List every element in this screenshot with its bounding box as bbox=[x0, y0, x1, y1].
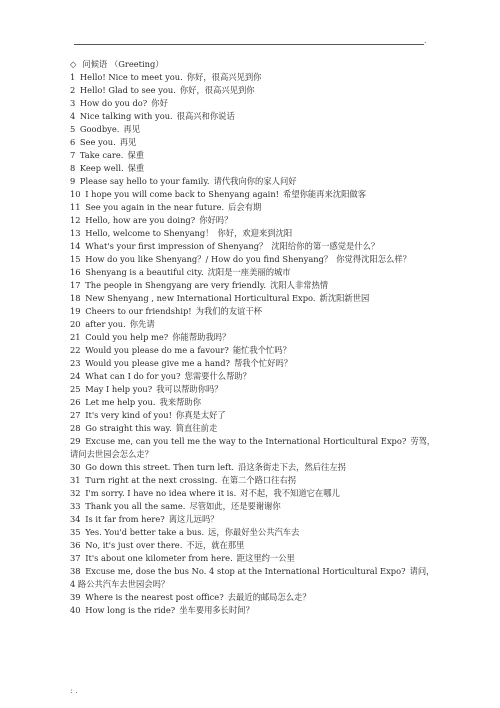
diamond-icon: ◇ bbox=[70, 59, 77, 69]
phrase-english: Excuse me, can you tell me the way to the International Horticultural Expo? bbox=[85, 436, 407, 446]
phrase-number: 19 bbox=[70, 306, 81, 316]
phrase-number: 33 bbox=[70, 501, 81, 511]
phrase-line bbox=[70, 240, 440, 253]
phrase-chinese: 再见 bbox=[119, 137, 137, 147]
phrase-line bbox=[70, 591, 440, 604]
phrase-chinese: 你真是太好了 bbox=[175, 410, 226, 420]
phrase-number: 4 bbox=[70, 111, 76, 121]
phrase-english: Cheers to our friendship! bbox=[85, 306, 192, 316]
phrase-number: 25 bbox=[70, 384, 81, 394]
heading-en: （Greeting） bbox=[109, 59, 164, 69]
phrase-number: 3 bbox=[70, 98, 76, 108]
phrase-english: It's about one kilometer from here. bbox=[85, 553, 233, 563]
phrase-line bbox=[70, 201, 440, 214]
phrase-english: Shenyang is a beautiful city. bbox=[85, 267, 204, 277]
phrase-number: 5 bbox=[70, 124, 76, 134]
phrase-line bbox=[70, 487, 440, 500]
phrase-line bbox=[70, 396, 440, 409]
phrase-line bbox=[70, 513, 440, 526]
phrase-line bbox=[70, 188, 440, 201]
phrase-english: New Shenyang , new International Horticultural Expo. bbox=[85, 293, 316, 303]
phrase-chinese: 后会有期 bbox=[228, 202, 262, 212]
phrase-line bbox=[70, 435, 440, 461]
phrase-number: 29 bbox=[70, 436, 81, 446]
phrase-line bbox=[70, 383, 440, 396]
phrase-number: 31 bbox=[70, 475, 81, 485]
phrase-chinese: 去最近的邮局怎么走？ bbox=[227, 592, 311, 602]
phrase-number: 15 bbox=[70, 254, 81, 264]
phrase-english: Keep well. bbox=[79, 163, 124, 173]
phrase-english: See you again in the near future. bbox=[85, 202, 225, 212]
phrase-english: What's your first impression of Shenyang？ bbox=[85, 241, 268, 251]
phrase-chinese: 我来帮助你 bbox=[159, 397, 202, 407]
phrase-chinese: 在第二个路口往右拐 bbox=[221, 475, 297, 485]
phrase-chinese: 保重 bbox=[127, 163, 145, 173]
phrase-english: Yes. You'd better take a bus. bbox=[85, 527, 205, 537]
phrase-line bbox=[70, 279, 440, 292]
phrase-english: Turn right at the next crossing. bbox=[85, 475, 218, 485]
phrase-english: after you. bbox=[85, 319, 126, 329]
phrase-line bbox=[70, 526, 440, 539]
phrase-english: How long is the ride? bbox=[85, 605, 176, 615]
phrase-english: How do you do? bbox=[79, 98, 148, 108]
phrase-english: Go straight this way. bbox=[85, 423, 172, 433]
phrase-chinese: 你好吗？ bbox=[199, 215, 233, 225]
phrase-number: 20 bbox=[70, 319, 81, 329]
phrase-number: 6 bbox=[70, 137, 76, 147]
phrase-number: 10 bbox=[70, 189, 81, 199]
phrase-line bbox=[70, 71, 440, 84]
phrase-number: 2 bbox=[70, 85, 76, 95]
phrase-line bbox=[70, 136, 440, 149]
phrase-line bbox=[70, 331, 440, 344]
phrase-english: What can I do for you? bbox=[85, 371, 181, 381]
phrase-number: 1 bbox=[70, 72, 76, 82]
phrase-line bbox=[70, 149, 440, 162]
phrase-number: 14 bbox=[70, 241, 81, 251]
phrase-chinese: 尽管如此，还是要谢谢你 bbox=[189, 501, 281, 511]
phrase-chinese: 不远，就在那里 bbox=[186, 540, 245, 550]
phrase-number: 7 bbox=[70, 150, 76, 160]
phrase-chinese: 请代我向你的家人问好 bbox=[213, 176, 297, 186]
phrase-english: Nice talking with you. bbox=[79, 111, 173, 121]
phrase-line bbox=[70, 370, 440, 383]
phrase-chinese: 沈阳是一座美丽的城市 bbox=[207, 267, 291, 277]
phrase-chinese: 很高兴和你说话 bbox=[176, 111, 235, 121]
phrase-line bbox=[70, 214, 440, 227]
phrase-chinese: 帮我个忙好吗？ bbox=[234, 358, 293, 368]
phrase-english: Is it far from here? bbox=[85, 514, 165, 524]
phrase-number: 38 bbox=[70, 566, 81, 576]
phrase-line bbox=[70, 227, 440, 240]
phrase-number: 21 bbox=[70, 332, 81, 342]
phrase-line bbox=[70, 539, 440, 552]
phrase-english: Excuse me, dose the bus No. 4 stop at the International Horticultural Expo? bbox=[85, 566, 406, 576]
phrase-chinese: 请问， 4 路公共汽车去世园会吗？ bbox=[70, 566, 435, 589]
phrase-line bbox=[70, 292, 440, 305]
phrase-english: I hope you will come back to Shenyang again! bbox=[85, 189, 280, 199]
phrase-english: Hello, welcome to Shenyang！ bbox=[85, 228, 214, 238]
phrase-chinese: 能忙我个忙吗？ bbox=[232, 345, 291, 355]
phrase-number: 39 bbox=[70, 592, 81, 602]
section-heading bbox=[70, 58, 440, 71]
phrase-number: 18 bbox=[70, 293, 81, 303]
phrase-chinese: 你好，很高兴见到你 bbox=[179, 85, 255, 95]
phrase-english: Would you please do me a favour? bbox=[85, 345, 229, 355]
phrase-line bbox=[70, 500, 440, 513]
phrase-line bbox=[70, 604, 440, 617]
phrase-english: Let me help you. bbox=[85, 397, 156, 407]
phrase-chinese: 你好 bbox=[151, 98, 168, 108]
phrase-number: 24 bbox=[70, 371, 81, 381]
phrase-english: Go down this street. Then turn left. bbox=[85, 462, 235, 472]
phrase-number: 35 bbox=[70, 527, 81, 537]
phrase-chinese: 你好，欢迎来到沈阳 bbox=[217, 228, 293, 238]
phrase-number: 27 bbox=[70, 410, 81, 420]
phrase-english: Hello, how are you doing? bbox=[85, 215, 196, 225]
phrase-line bbox=[70, 266, 440, 279]
phrase-english: Hello! Nice to meet you. bbox=[79, 72, 183, 82]
phrase-line bbox=[70, 474, 440, 487]
heading-zh: 问候语 bbox=[82, 59, 108, 69]
phrase-chinese: 新沈阳新世园 bbox=[319, 293, 370, 303]
phrase-line bbox=[70, 357, 440, 370]
phrase-number: 32 bbox=[70, 488, 81, 498]
phrase-line bbox=[70, 110, 440, 123]
phrase-number: 28 bbox=[70, 423, 81, 433]
phrase-number: 36 bbox=[70, 540, 81, 550]
phrase-english: Could you help me? bbox=[85, 332, 169, 342]
phrase-chinese: 简直往前走 bbox=[175, 423, 218, 433]
phrase-english: The people in Shengyang are very friendly. bbox=[85, 280, 266, 290]
phrase-chinese: 你觉得沈阳怎么样？ bbox=[336, 254, 411, 264]
phrase-english: Where is the nearest post office? bbox=[85, 592, 224, 602]
phrase-english: Thank you all the same. bbox=[85, 501, 186, 511]
phrase-chinese: 希望你能再来沈阳做客 bbox=[283, 189, 366, 199]
phrase-chinese: 坐车要用多长时间？ bbox=[179, 605, 254, 615]
phrase-line bbox=[70, 422, 440, 435]
phrase-list bbox=[70, 58, 440, 617]
phrase-chinese: 您需要什么帮助？ bbox=[184, 371, 251, 381]
phrase-number: 26 bbox=[70, 397, 81, 407]
phrase-number: 30 bbox=[70, 462, 81, 472]
phrase-english: I'm sorry. I have no idea where it is. bbox=[85, 488, 237, 498]
phrase-number: 37 bbox=[70, 553, 81, 563]
phrase-line bbox=[70, 409, 440, 422]
phrase-line bbox=[70, 84, 440, 97]
phrase-english: No, it's just over there. bbox=[85, 540, 183, 550]
phrase-chinese: 你能帮助我吗？ bbox=[172, 332, 231, 342]
phrase-chinese: 距这里约一公里 bbox=[236, 553, 295, 563]
phrase-chinese: 再见 bbox=[123, 124, 141, 134]
phrase-number: 23 bbox=[70, 358, 81, 368]
footer-mark: : . bbox=[70, 686, 78, 695]
phrase-number: 8 bbox=[70, 163, 76, 173]
phrase-chinese: 你好，很高兴见到你 bbox=[186, 72, 262, 82]
header-rule bbox=[74, 44, 424, 45]
phrase-line bbox=[70, 552, 440, 565]
phrase-chinese: 远，你最好坐公共汽车去 bbox=[208, 527, 300, 537]
phrase-line bbox=[70, 97, 440, 110]
phrase-line bbox=[70, 344, 440, 357]
corner-mark: . bbox=[424, 36, 427, 45]
phrase-english: Would you please give me a hand? bbox=[85, 358, 230, 368]
phrase-english: How do you like Shenyang？/ How do you find Shenyang？ bbox=[85, 254, 333, 264]
phrase-number: 17 bbox=[70, 280, 81, 290]
phrase-number: 12 bbox=[70, 215, 81, 225]
phrase-number: 16 bbox=[70, 267, 81, 277]
phrase-line bbox=[70, 123, 440, 136]
phrase-line bbox=[70, 253, 440, 266]
phrase-chinese: 为我们的友谊干杯 bbox=[195, 306, 263, 316]
phrase-chinese: 沿这条街走下去，然后往左拐 bbox=[238, 462, 346, 472]
phrase-english: Take care. bbox=[79, 150, 124, 160]
phrase-chinese: 离这儿远吗？ bbox=[168, 514, 219, 524]
phrase-line bbox=[70, 461, 440, 474]
phrase-lines bbox=[70, 71, 440, 617]
phrase-chinese: 我可以帮助你吗？ bbox=[156, 384, 223, 394]
phrase-line bbox=[70, 305, 440, 318]
phrase-number: 34 bbox=[70, 514, 81, 524]
phrase-english: Goodbye. bbox=[79, 124, 120, 134]
phrase-chinese: 沈阳给你的第一感觉是什么？ bbox=[271, 241, 380, 251]
phrase-number: 22 bbox=[70, 345, 81, 355]
phrase-number: 13 bbox=[70, 228, 81, 238]
phrase-english: May I help you? bbox=[85, 384, 153, 394]
phrase-english: It's very kind of you! bbox=[85, 410, 172, 420]
phrase-chinese: 劳驾，请问去世园会怎么走？ bbox=[70, 436, 436, 459]
phrase-line bbox=[70, 162, 440, 175]
phrase-number: 40 bbox=[70, 605, 81, 615]
phrase-chinese: 沈阳人非常热情 bbox=[270, 280, 329, 290]
phrase-english: Please say hello to your family. bbox=[79, 176, 210, 186]
phrase-line bbox=[70, 175, 440, 188]
phrase-line bbox=[70, 565, 440, 591]
phrase-chinese: 你先请 bbox=[129, 319, 155, 329]
phrase-english: Hello! Glad to see you. bbox=[79, 85, 176, 95]
phrase-number: 11 bbox=[70, 202, 81, 212]
phrase-number: 9 bbox=[70, 176, 76, 186]
phrase-english: See you. bbox=[79, 137, 116, 147]
phrase-line bbox=[70, 318, 440, 331]
phrase-chinese: 对不起，我不知道它在哪儿 bbox=[240, 488, 340, 498]
phrase-chinese: 保重 bbox=[127, 150, 145, 160]
